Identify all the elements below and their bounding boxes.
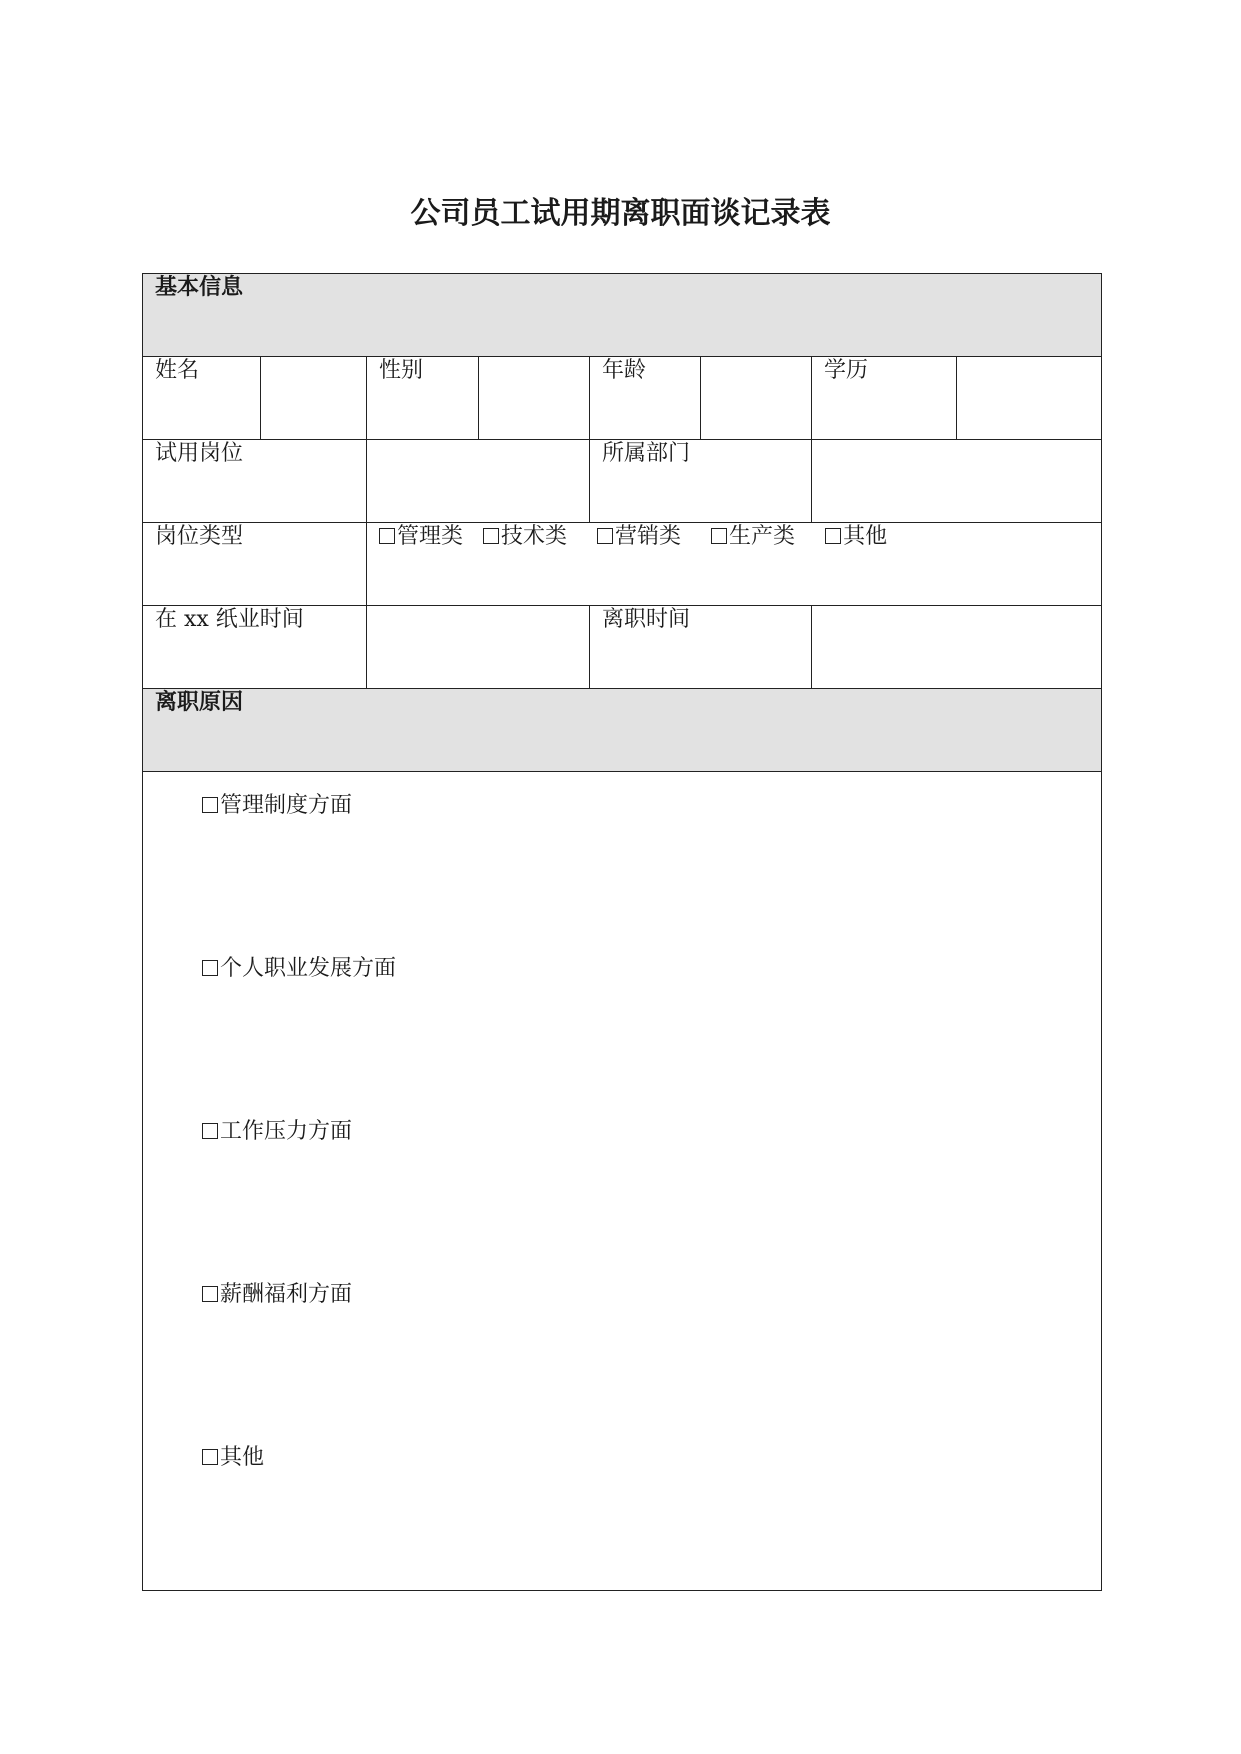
- checkbox-icon[interactable]: [202, 960, 218, 976]
- row-position: [143, 440, 1102, 523]
- label-gender: 性别: [367, 357, 479, 440]
- label-age: 年龄: [590, 357, 701, 440]
- reason-career-development[interactable]: 个人职业发展方面: [202, 955, 396, 983]
- input-name[interactable]: [261, 357, 367, 440]
- option-technical[interactable]: 技术类: [483, 523, 567, 551]
- row-dates: [143, 606, 1102, 689]
- input-gender[interactable]: [479, 357, 590, 440]
- checkbox-icon[interactable]: [483, 528, 499, 544]
- reason-work-pressure[interactable]: 工作压力方面: [202, 1118, 352, 1146]
- row-reasons: [143, 772, 1102, 1591]
- input-education[interactable]: [957, 357, 1102, 440]
- label-position-type: 岗位类型: [143, 523, 367, 606]
- row-position-type: [143, 523, 1102, 606]
- checkbox-icon[interactable]: [202, 797, 218, 813]
- interview-form-table: [142, 273, 1102, 1591]
- section-header-basic-info: 基本信息: [143, 274, 1102, 357]
- page-title: 公司员工试用期离职面谈记录表: [410, 196, 831, 231]
- reasons-area: [143, 772, 1102, 1591]
- checkbox-icon[interactable]: [825, 528, 841, 544]
- checkbox-icon[interactable]: [597, 528, 613, 544]
- section-header-reason: 离职原因: [143, 689, 1102, 772]
- option-production[interactable]: 生产类: [711, 523, 795, 551]
- label-resign-time: 离职时间: [590, 606, 812, 689]
- checkbox-icon[interactable]: [379, 528, 395, 544]
- checkbox-icon[interactable]: [711, 528, 727, 544]
- checkbox-icon[interactable]: [202, 1286, 218, 1302]
- input-trial-position[interactable]: [367, 440, 590, 523]
- reason-compensation[interactable]: 薪酬福利方面: [202, 1281, 352, 1309]
- label-department: 所属部门: [590, 440, 812, 523]
- row-personal-info: [143, 357, 1102, 440]
- label-trial-position: 试用岗位: [143, 440, 367, 523]
- input-age[interactable]: [701, 357, 812, 440]
- option-marketing[interactable]: 营销类: [597, 523, 681, 551]
- reason-other[interactable]: 其他: [202, 1444, 264, 1472]
- checkbox-icon[interactable]: [202, 1449, 218, 1465]
- section-basic-info: [143, 274, 1102, 357]
- section-reason: [143, 689, 1102, 772]
- option-management[interactable]: 管理类: [379, 523, 463, 551]
- input-resign-time[interactable]: [812, 606, 1102, 689]
- label-time-at-company: 在 xx 纸业时间: [143, 606, 367, 689]
- label-name: 姓名: [143, 357, 261, 440]
- input-time-at-company[interactable]: [367, 606, 590, 689]
- checkbox-icon[interactable]: [202, 1123, 218, 1139]
- reason-management-system[interactable]: 管理制度方面: [202, 792, 352, 820]
- input-department[interactable]: [812, 440, 1102, 523]
- position-type-options: [367, 523, 1102, 606]
- label-education: 学历: [812, 357, 957, 440]
- option-other-type[interactable]: 其他: [825, 523, 887, 551]
